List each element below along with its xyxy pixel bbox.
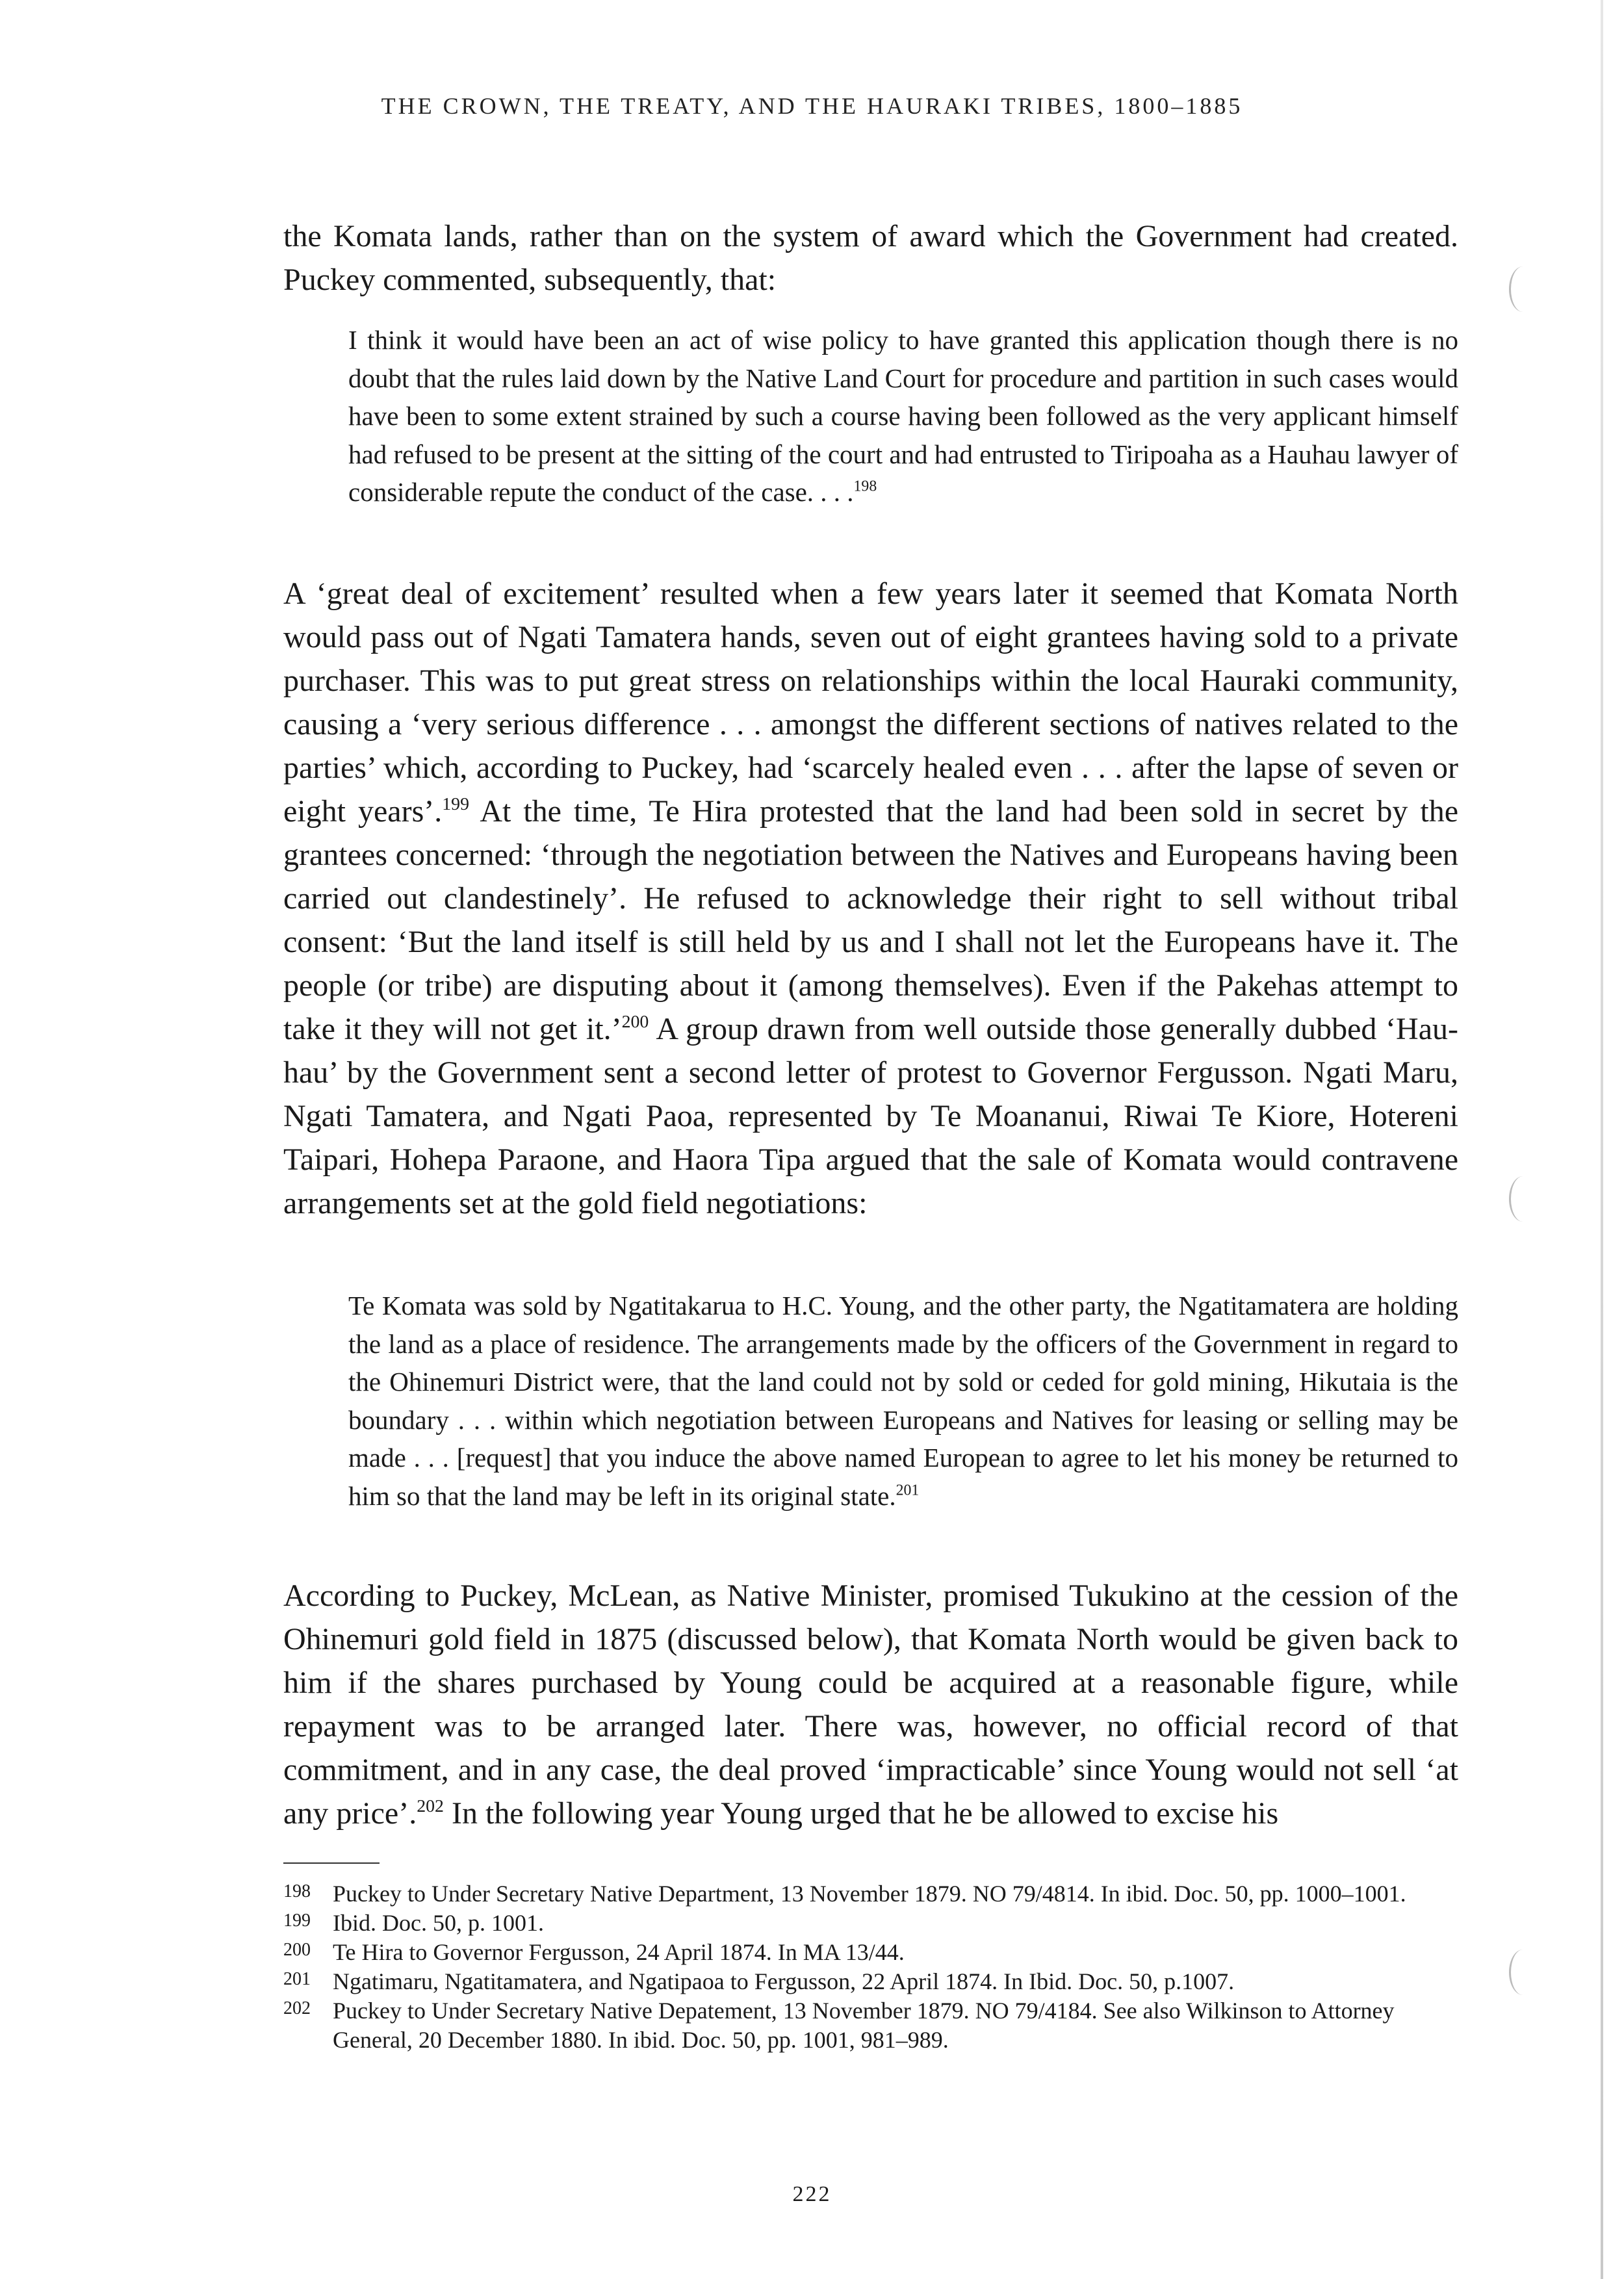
quote-text: Te Komata was sold by Ngatitakarua to H.C. Young, and the other party, the Ngatitamatera are holding the land as a place of residence. The arrangements made by the officers of the Government in regard to the Ohinemuri District were, that the land could not by sold or ceded for gold mining, Hikutaia is the boundary . . . within which negotiation between Europeans and Natives for leasing or selling may be made . . . [request] that you induce the above named European to agree to let his money be returned to him so that the land may be left in its original state.	[348, 1291, 1458, 1511]
footnote-ref: 202	[417, 1796, 444, 1816]
footnote-number: 200	[283, 1940, 311, 1960]
footnote-text: Te Hira to Governor Fergusson, 24 April 1874. In MA 13/44.	[333, 1939, 905, 1965]
running-head: THE CROWN, THE TREATY, AND THE HAURAKI TRIBES, 1800–1885	[381, 93, 1243, 119]
page-number: 222	[792, 2182, 832, 2206]
footnote	[283, 1879, 1458, 1909]
footnote	[283, 1996, 1458, 2055]
body-paragraph	[283, 572, 1458, 1225]
footnote-number: 199	[283, 1911, 311, 1931]
paragraph-text: the Komata lands, rather than on the system of award which the Government had created. Puckey commented, subsequently, that:	[283, 219, 1458, 297]
footnotes-list	[283, 1879, 1458, 2055]
footnote	[283, 1967, 1458, 1996]
margin-bracket-mark	[1509, 1950, 1537, 1995]
footnote-ref: 199	[442, 793, 469, 814]
body-paragraph	[283, 1574, 1458, 1835]
paragraph-text: At the time, Te Hira protested that the land had been sold in secret by the grantees concerned: ‘through the negotiation between the Natives and Europeans having been carried out clandestinely’. He refused to acknowledge their right to sell without tribal consent: ‘But the land itself is still held by us and I shall not let the Europeans have it. The people (or tribe) are disputing about it (among themselves). Even if the Pakehas attempt to take it they will not get it.’	[283, 794, 1458, 1046]
paragraph-text: In the following year Young urged that he be allowed to excise his	[443, 1796, 1279, 1831]
page-edge-shadow	[1601, 0, 1603, 2279]
block-quote	[348, 321, 1458, 511]
footnote	[283, 1938, 1458, 1967]
footnote-text: Ibid. Doc. 50, p. 1001.	[333, 1910, 544, 1936]
margin-bracket-mark	[1509, 1176, 1537, 1222]
footnote-ref: 201	[896, 1482, 920, 1499]
paragraph-text: A group drawn from well outside those generally dubbed ‘Hau-hau’ by the Government sent a second letter of protest to Governor Fergusson. Ngati Maru, Ngati Tamatera, and Ngati Paoa, represented by Te Moananui, Riwai Te Kiore, Hotereni Taipari, Hohepa Paraone, and Haora Tipa argued that the sale of Komata would contravene arrangements set at the gold field negotiations:	[283, 1012, 1459, 1220]
footnote-text: Ngatimaru, Ngatitamatera, and Ngatipaoa to Fergusson, 22 April 1874. In Ibid. Doc. 50, p.1007.	[333, 1968, 1235, 1994]
footnote-number: 202	[283, 1998, 311, 2018]
block-quote	[348, 1287, 1458, 1515]
quote-text: I think it would have been an act of wise policy to have granted this application though there is no doubt that the rules laid down by the Native Land Court for procedure and partition in such cases would have been to some extent strained by such a course having been followed as the very applicant himself had refused to be present at the sitting of the court and had entrusted to Tiripoaha as a Hauhau lawyer of considerable repute the conduct of the case. . . .	[348, 325, 1458, 507]
footnote-number: 201	[283, 1969, 311, 1989]
paragraph-text: According to Puckey, McLean, as Native Minister, promised Tukukino at the cession of the Ohinemuri gold field in 1875 (discussed below), that Komata North would be given back to him if the shares purchased by Young could be acquired at a reasonable figure, while repayment was to be arranged later. There was, however, no official record of that commitment, and in any case, the deal proved ‘impracticable’ since Young would not sell ‘at any price’.	[283, 1578, 1458, 1831]
footnote-ref: 200	[621, 1011, 649, 1032]
footnote-ref: 198	[853, 478, 877, 495]
footnote-separator	[283, 1862, 380, 1864]
paragraph-text: A ‘great deal of excitement’ resulted when a few years later it seemed that Komata North would pass out of Ngati Tamatera hands, seven out of eight grantees having sold to a private purchaser. This was to put great stress on relationships within the local Hauraki community, causing a ‘very serious difference . . . amongst the different sections of natives related to the parties’ which, according to Puckey, had ‘scarcely healed even . . . after the lapse of seven or eight years’.	[283, 576, 1458, 829]
footnote	[283, 1909, 1458, 1938]
body-paragraph	[283, 214, 1458, 302]
footnote-text: Puckey to Under Secretary Native Depatement, 13 November 1879. NO 79/4184. See also Wilkinson to Attorney General, 20 December 1880. In ibid. Doc. 50, pp. 1001, 981–989.	[333, 1998, 1395, 2053]
footnote-text: Puckey to Under Secretary Native Department, 13 November 1879. NO 79/4814. In ibid. Doc. 50, pp. 1000–1001.	[333, 1881, 1406, 1907]
footnote-number: 198	[283, 1881, 311, 1901]
margin-bracket-mark	[1509, 266, 1537, 312]
